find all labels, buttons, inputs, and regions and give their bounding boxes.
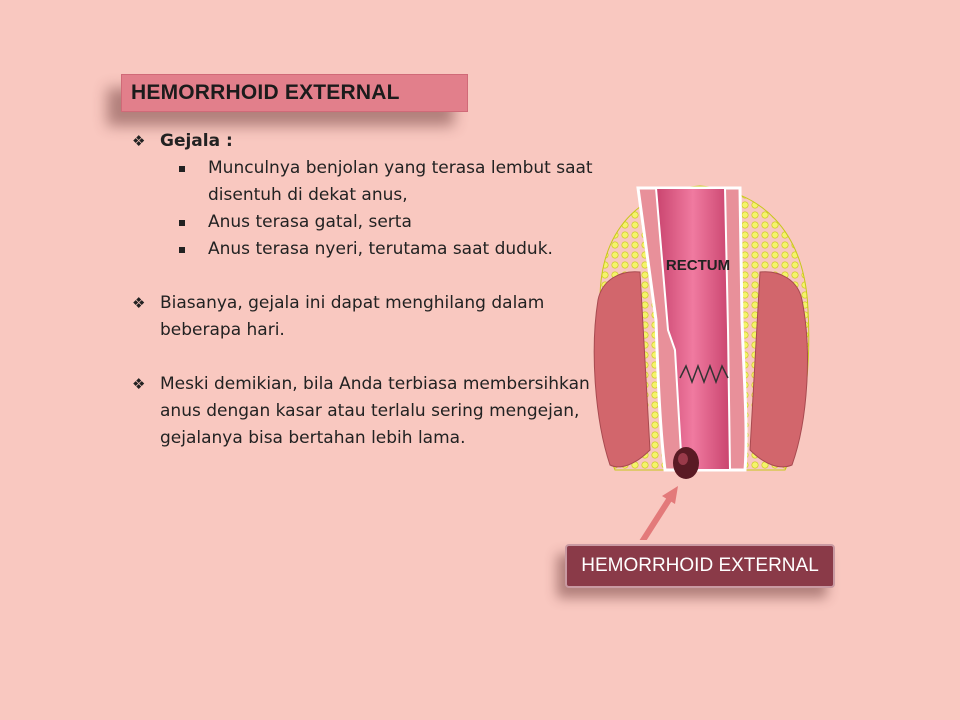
rectum-label: RECTUM bbox=[665, 257, 731, 274]
symptom-item bbox=[160, 155, 600, 209]
content-area bbox=[130, 128, 600, 452]
left-muscle bbox=[594, 272, 650, 467]
symptom-text: Munculnya benjolan yang terasa lembut saat disentuh di dekat anus, bbox=[208, 158, 593, 205]
square-bullet-icon bbox=[179, 166, 185, 172]
diamond-bullet-icon: ❖ bbox=[132, 294, 146, 312]
square-bullet-icon bbox=[179, 220, 185, 226]
slide-title-box bbox=[121, 74, 468, 112]
square-bullet-icon bbox=[179, 247, 185, 253]
diamond-bullet-icon: ❖ bbox=[132, 375, 146, 393]
symptoms-heading: Gejala : bbox=[160, 131, 233, 151]
note-text: Meski demikian, bila Anda terbiasa membersihkan anus dengan kasar atau terlalu sering mengejan, gejalanya bisa bertahan lebih lama. bbox=[160, 374, 590, 448]
symptom-text: Anus terasa gatal, serta bbox=[208, 212, 412, 232]
slide-title: HEMORRHOID EXTERNAL bbox=[131, 81, 400, 104]
symptom-text: Anus terasa nyeri, terutama saat duduk. bbox=[208, 239, 553, 259]
illustration-caption-box bbox=[565, 544, 835, 588]
symptom-item bbox=[160, 236, 600, 263]
symptoms-list bbox=[130, 155, 600, 263]
note-item bbox=[130, 290, 600, 344]
note-text: Biasanya, gejala ini dapat menghilang dalam beberapa hari. bbox=[160, 293, 545, 340]
note-item bbox=[130, 371, 600, 452]
diamond-bullet-icon: ❖ bbox=[132, 132, 146, 150]
symptom-item bbox=[160, 209, 600, 236]
pointer-arrow bbox=[640, 495, 672, 540]
symptoms-section bbox=[130, 128, 600, 155]
right-muscle bbox=[750, 272, 807, 467]
illustration-caption: HEMORRHOID EXTERNAL bbox=[581, 555, 819, 576]
rectum-anatomy-illustration bbox=[580, 180, 820, 540]
